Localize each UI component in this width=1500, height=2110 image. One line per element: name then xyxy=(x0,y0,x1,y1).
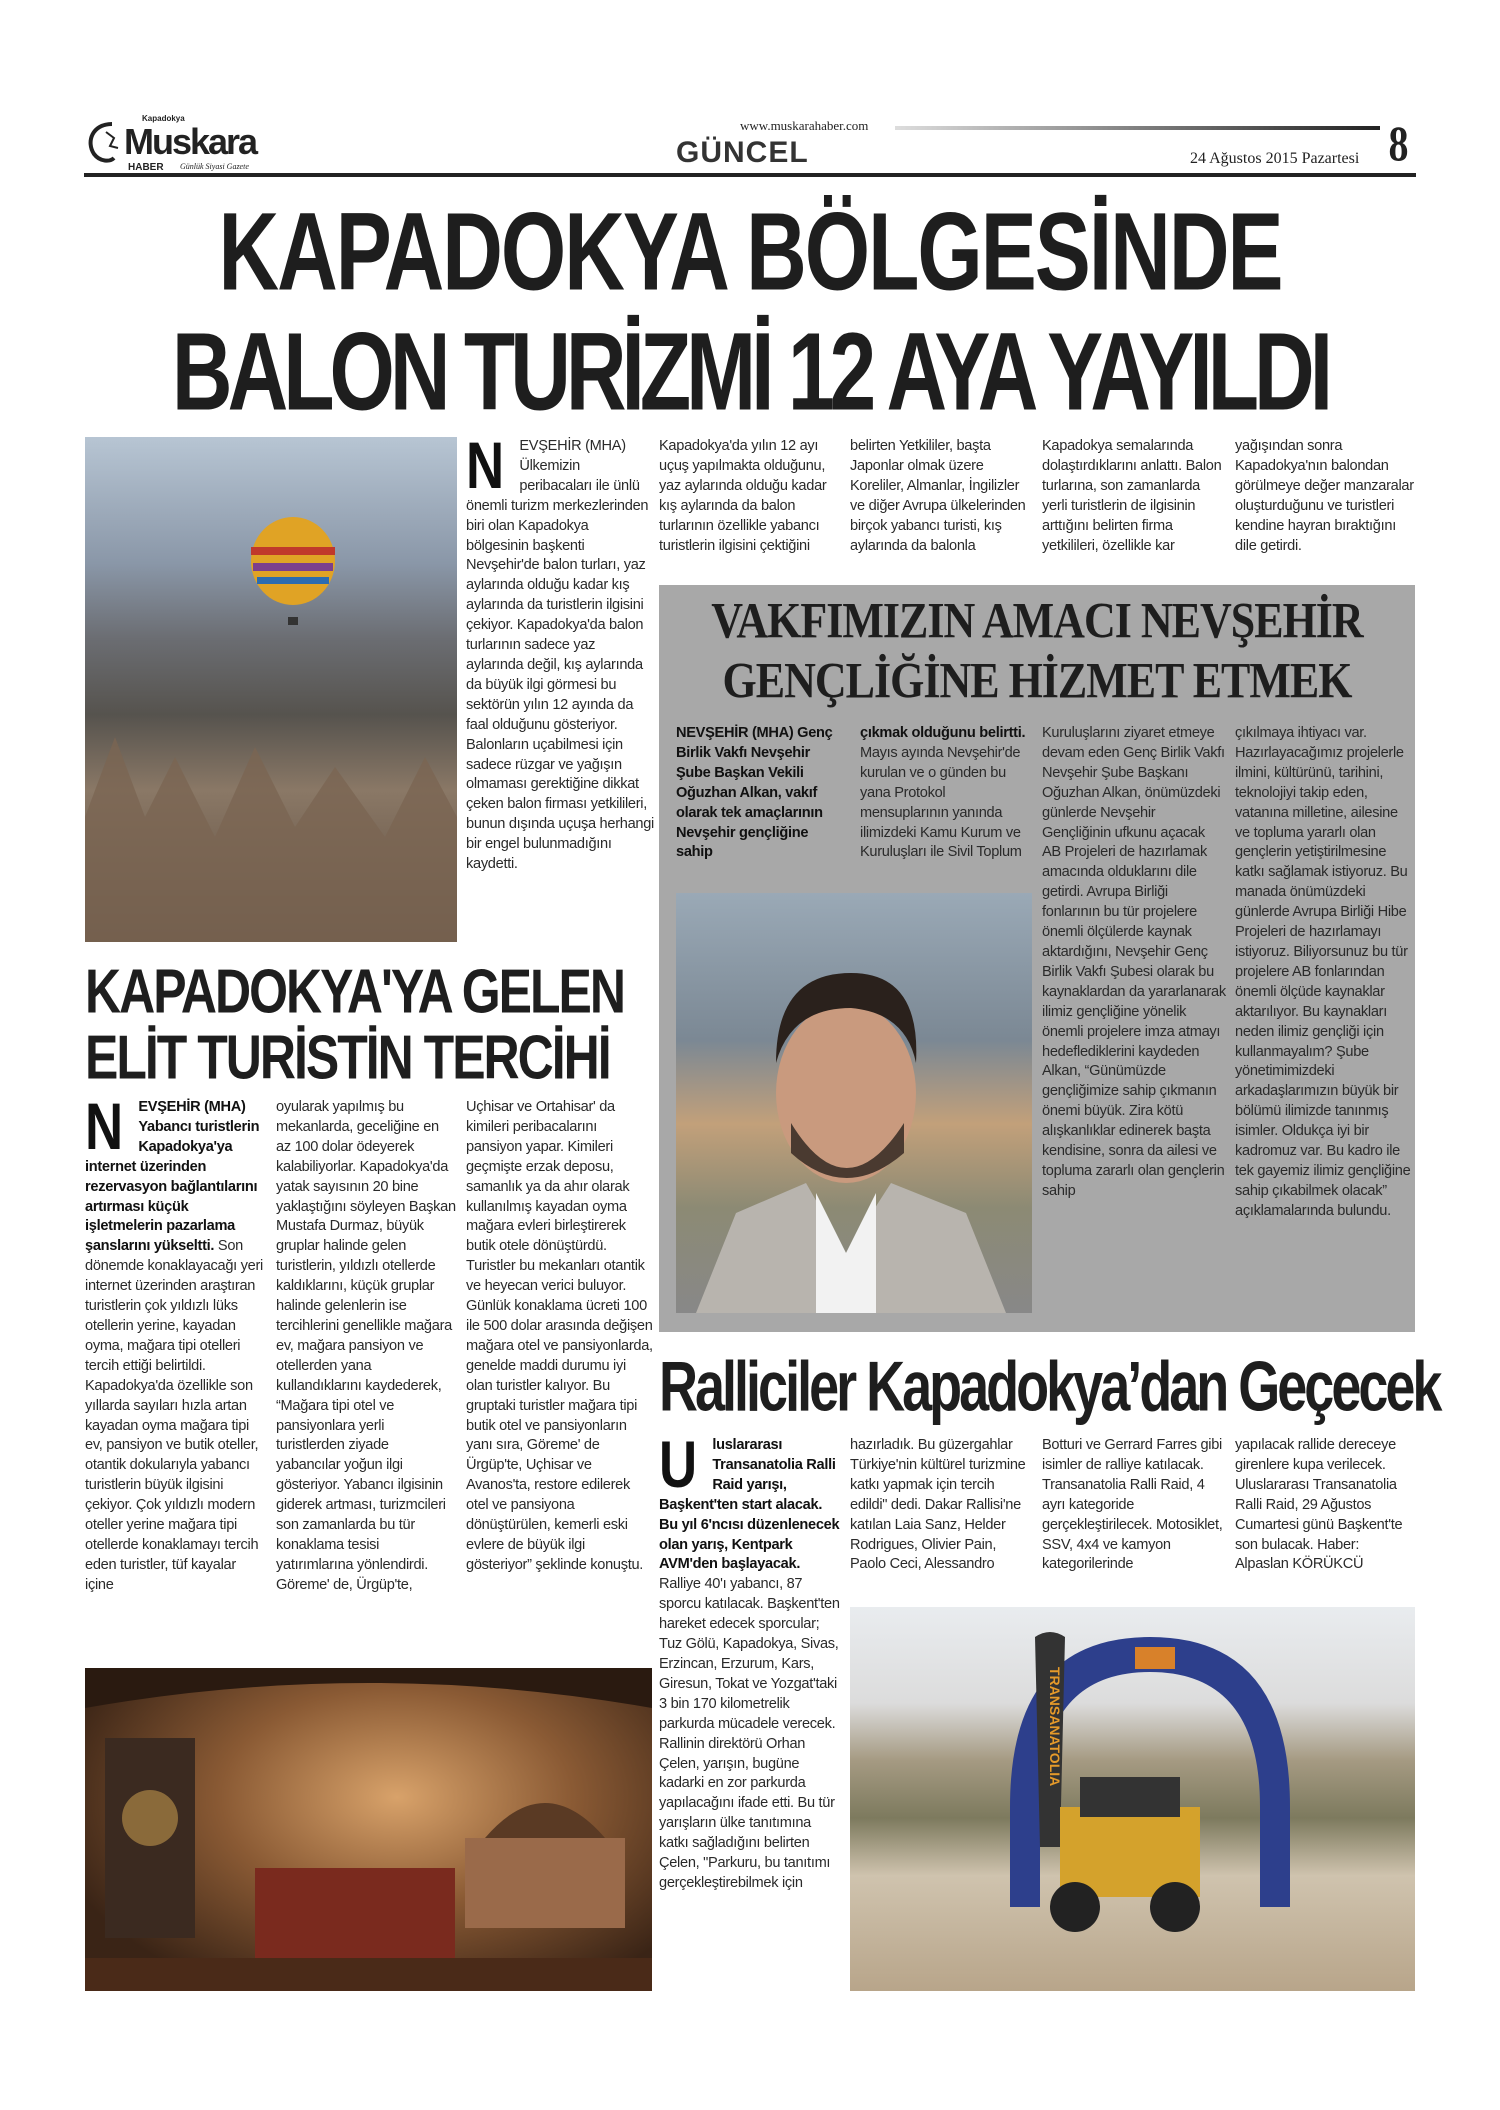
header-rule xyxy=(84,173,1416,177)
rally-col1 xyxy=(659,1436,841,1992)
vakif-headline-line1: VAKFIMIZIN AMACI NEVŞEHİR xyxy=(711,592,1363,649)
vakif-headline-line2: GENÇLİĞİNE HİZMET ETMEK xyxy=(722,652,1352,709)
vakif-col4: çıkılmaya ihtiyacı var. Hazırlayacağımız projelerle ilmini, kültürünü, tarihini, teknolojiyi takip eden, vatanına milletine, ailesine ve topluma yararlı olan gençlerin yetiştirilmesine katkı sağlamak istiyoruz. Bu manada önümüzdeki günlerde Avrupa Birliği Hibe Projeleri de hazırlamayı istiyoruz. Biliyorsunuz bu tür projelere AB fonlarından önemli ölçüde kaynaklar aktarılıyor. Bu kaynakları neden ilimiz gençliği için kullanmayalım? Şube yönetimimizdeki arkadaşlarımızın büyük bir bölümü ilimizde tanınmış isimler. Oldukça iyi bir kadromuz var. Bu kadro ile tek gayemiz ilimiz gençliğine sahip çıkabilmek olacak” açıklamalarında bulundu. xyxy=(1235,725,1411,1219)
main-headline-line2: BALON TURİZMİ 12 AYA YAYILDI xyxy=(171,309,1329,434)
balloon-icon xyxy=(85,437,457,942)
elite-col2: oyularak yapılmış bu mekanlarda, geceliğine en az 100 dolar ödeyerek kalabiliyorlar. Kapadokya'da yatak sayısının 20 bine yaklaştığını söyleyen Başkan Mustafa Durmaz, büyük gruplar halinde gelen turistlerin, yıldızlı otellerde kaldıklarını, küçük gruplar halinde gelenlerin ise tercihlerini genellikle mağara ev, mağara pansiyon ve otellerden yana kullandıklarını kaydederek, “Mağara tipi otel ve pansiyonlara yerli turistlerden ziyade yabancılar yoğun ilgi gösteriyor. Yabancı ilgisinin giderek artması, turizmcileri son zamanlarda bu tür konaklama tesisi yatırımlarına yönlendirdi. Göreme' de, Ürgüp'te, xyxy=(276,1099,456,1593)
article-text: Ralliye 40'ı yabancı, 87 sporcu katılacak. Başkent'ten hareket edecek sporcular; Tuz Gölü, Kapadokya, Sivas, Erzincan, Erzurum, Kars, Giresun, Tokat ve Yozgat'taki 3 bin 170 kilometrelik parkurda mücadele verecek. Rallinin direktörü Orhan Çelen, yarışın, bugüne kadarki en zor parkurda yapılacağını ifade etti. Bu tür yarışların ülke tanıtımına katkı sağladığını belirten Çelen, "Parkuru, bu tanıtımı gerçekleştirebilmek için xyxy=(659,1576,840,1891)
vakif-col2 xyxy=(860,724,1034,884)
drop-cap: N xyxy=(466,437,504,502)
rally-photo xyxy=(850,1607,1415,1991)
logo-tagline: Günlük Siyasi Gazete xyxy=(180,162,249,171)
elite-headline-line1: KAPADOKYA'YA GELEN xyxy=(85,956,624,1027)
logo-small-text: Kapadokya xyxy=(142,114,185,123)
elite-headline-line2: ELİT TURİSTİN TERCİHİ xyxy=(85,1022,610,1093)
article-text: EVŞEHİR (MHA) Ülkemizin peribacaları ile ünlü önemli turizm merkezlerinden biri olan Kapadokya bölgesinin başkenti Nevşehir'de balon turları, yaz aylarında olduğu kadar kış aylarında da turistlerin ilgisini çekiyor. Kapadokya'da balon turlarının sadece yaz aylarında değil, kış aylarında da büyük ilgi görmesi bu sektörün yılın 12 ayında da faal olduğunu gösteriyor. Balonların uçabilmesi için sadece rüzgar ve yağışın olmaması gerektiğine dikkat çeken balon firması yetkilileri, bunun dışında uçuşa herhangi bir engel bulunmadığını kaydetti. xyxy=(466,438,654,873)
main-headline-line1: KAPADOKYA BÖLGESİNDE xyxy=(218,189,1282,314)
balloon-article-col3: belirten Yetkililer, başta Japonlar olmak üzere Koreliler, Almanlar, İngilizler ve diğer Avrupa ülkelerinden birçok yabancı turisti, kış aylarında da balonla xyxy=(850,438,1026,554)
vakif-col2-bold: çıkmak olduğunu belirtti. xyxy=(860,725,1026,741)
page-number: 8 xyxy=(1388,115,1409,171)
drop-cap: U xyxy=(659,1436,697,1501)
rally-col4: yapılacak rallide dereceye girenlere kupa verilecek. Uluslararası Transanatolia Ralli Raid, 29 Ağustos Cumartesi günü Başkent'te son bulacak. Haber: Alpaslan KÖRÜKCÜ xyxy=(1235,1437,1403,1573)
drop-cap: N xyxy=(85,1098,123,1163)
elite-lead: EVŞEHİR (MHA) Yabancı turistlerin Kapadokya'ya internet üzerinden rezervasyon bağlantılarını artırması küçük işletmelerin pazarlama şanslarını yükseltti. xyxy=(85,1099,260,1255)
portrait-photo xyxy=(676,893,1032,1313)
rally-headline: Ralliciler Kapadokya’dan Geçecek xyxy=(659,1348,1440,1427)
cave-hotel-photo xyxy=(85,1668,652,1991)
logo-sub: HABER xyxy=(128,162,164,173)
balloon-article-col4: Kapadokya semalarında dolaştırdıklarını anlattı. Balon turlarına, son zamanlarda yerli turistlerin de ilgisinin arttığını belirten firma yetkilileri, özellikle kar xyxy=(1042,438,1222,554)
rally-col3: Botturi ve Gerrard Farres gibi isimler de ralliye katılacak. Transanatolia Ralli Raid, 4 ayrı kategoride gerçekleştirilecek. Motosiklet, SSV, 4x4 ve kamyon kategorilerinde xyxy=(1042,1437,1223,1573)
balloon-photo xyxy=(85,437,457,942)
rally-col2: hazırladık. Bu güzergahlar Türkiye'nin kültürel turizmine katkı yapmak için tercih edildi" dedi. Dakar Rallisi'ne katılan Laia Sanz, Helder Rodrigues, Olivier Pain, Paolo Ceci, Alessandro xyxy=(850,1437,1026,1573)
elite-col1 xyxy=(85,1098,265,1662)
rally-lead: luslararası Transanatolia Ralli Raid yarışı, Başkent'ten start alacak. Bu yıl 6'ncısı düzenlenecek olan yarış, Kentpark AVM'den başlayacak. xyxy=(659,1437,840,1573)
bird-logo-icon xyxy=(84,118,124,168)
elite-col3: Uçhisar ve Ortahisar' da kimileri peribacalarını pansiyon yapar. Kimileri geçmişte erzak deposu, samanlık ya da ahır olarak kullanılmış kayadan oyma mağara evleri birleştirerek butik otele dönüştürdü. Turistler bu mekanları otantik ve heyecan verici buluyor. Günlük konaklama ücreti 100 ile 500 dolar arasında değişen mağara otel ve pansiyonlarda, genelde maddi durumu iyi olan turistler kalıyor. Bu gruptaki turistler mağara tipi butik otel ve pansiyonların yanı sıra, Göreme' de Ürgüp'te, Uçhisar ve Avanos'ta, restore edilerek otel ve pansiyona dönüştürülen, kemerli eski evlere de büyük ilgi gösteriyor” şeklinde konuştu. xyxy=(466,1099,653,1573)
balloon-article-col5: yağışından sonra Kapadokya'nın balondan görülmeye değer manzaralar oluşturduğunu ve turistleri kendine hayran bıraktığını dile getirdi. xyxy=(1235,438,1414,554)
vakif-lead: NEVŞEHİR (MHA) Genç Birlik Vakfı Nevşehir Şube Başkan Vekili Oğuzhan Alkan, vakıf olarak tek amaçlarının Nevşehir gençliğine sahip xyxy=(676,725,833,861)
logo-brand: Muskara xyxy=(124,121,257,162)
masthead-logo xyxy=(84,114,299,176)
article-text: Son dönemde konaklayacağı yeri internet üzerinden araştıran turistlerin çok yıldızlı lüks otellerin yerine, kayadan oyma, mağara tipi otelleri tercih ettiği belirtildi. Kapadokya'da özellikle son yıllarda sayıları hızla artan kayadan oyma mağara tipi ev, pansiyon ve butik oteller, otantik dokularıyla yabancı turistlerin büyük ilgisini çekiyor. Çok yıldızlı modern oteller yerine mağara tipi otellerde konaklamayı tercih eden turistler, tüf kayalar içine xyxy=(85,1238,263,1593)
banner-text: TRANSANATOLIA xyxy=(1047,1667,1063,1787)
balloon-article-col2: Kapadokya'da yılın 12 ayı uçuş yapılmakta olduğunu, yaz aylarında olduğu kadar kış aylarında da balon turlarının özellikle yabancı turistlerin ilgisini çektiğini xyxy=(659,438,827,554)
balloon-article-col1 xyxy=(466,437,654,947)
website-url: www.muskarahaber.com xyxy=(740,118,869,133)
vakif-col3: Kuruluşlarını ziyaret etmeye devam eden Genç Birlik Vakfı Nevşehir Şube Başkanı Oğuzhan Alkan, önümüzdeki günlerde Nevşehir Gençliğinin ufkunu açacak AB Projeleri de hazırlamak amacında olduklarını dile getirdi. Avrupa Birliği fonlarının bu tür projelere önemli ölçülerde kaynak aktardığını, Nevşehir Genç Birlik Vakfı Şubesi olarak bu kaynaklardan da yararlanarak ilimiz gençliğine yönelik önemli projelere imza atmayı hedeflediklerini kaydeden Alkan, “Günümüzde gençliğimize sahip çıkmanın önemi büyük. Zira kötü alışkanlıklar edinerek başta kendisine, sonra da ailesi ve topluma zararlı olan gençlerin sahip xyxy=(1042,725,1226,1199)
article-text: Mayıs ayında Nevşehir'de kurulan ve o günden bu yana Protokol mensuplarının yanında ilimizdeki Kamu Kurum ve Kuruluşları ile Sivil Toplum xyxy=(860,744,1022,861)
header-gradient-rule xyxy=(895,126,1380,130)
issue-date: 24 Ağustos 2015 Pazartesi xyxy=(1190,150,1360,167)
section-title: GÜNCEL xyxy=(676,136,809,169)
